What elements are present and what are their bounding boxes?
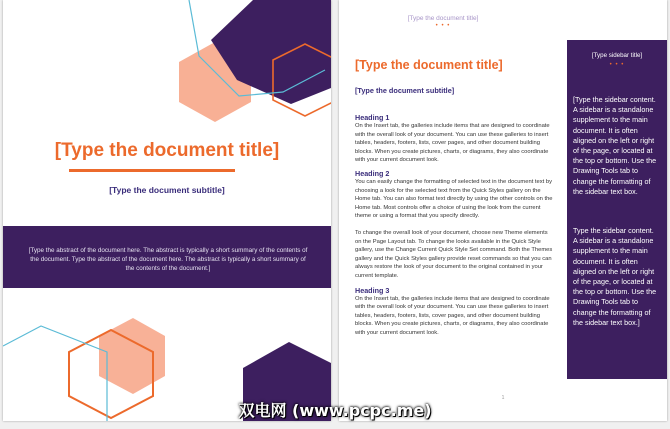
document-title[interactable]: [Type the document title] bbox=[355, 58, 503, 72]
page-number: 1 bbox=[501, 395, 505, 401]
header-dots: • • • bbox=[435, 23, 451, 29]
cover-subtitle[interactable]: [Type the document subtitle] bbox=[109, 185, 225, 195]
heading-1-body[interactable]: On the Insert tab, the galleries include items that are designed to coordinate with the overall look of your document. You can use these galleries to insert tables, headers, footers, lists, cover pages, and other document building blocks. When you create pictures, charts, or diagrams, they also coordinate with your current document look. bbox=[355, 123, 550, 164]
cover-hexagon-artwork bbox=[3, 0, 331, 421]
document-subtitle[interactable]: [Type the document subtitle] bbox=[355, 86, 455, 95]
sidebar-dots: • • • bbox=[609, 62, 625, 68]
sidebar-paragraph-1[interactable]: [Type the sidebar content. A sidebar is a standalone supplement to the main document. It is often aligned on the left or right of the page, or located at the top or bottom. Use the Drawing Tools tab to change the formatting of the sidebar text box. bbox=[573, 95, 657, 196]
cover-title-rule bbox=[69, 169, 235, 172]
cover-abstract[interactable]: [Type the abstract of the document here. The abstract is typically a short summary of the contents of the document. Type the abstract of the document here. The abstract is typically a short summary of the contents of the document.] bbox=[28, 247, 308, 272]
heading-2-body-2[interactable]: To change the overall look of your document, choose new Theme elements on the Page Layout tab. To change the looks available in the Quick Style gallery, use the Change Current Quick Style Set command. Both the Themes gallery and the Quick Styles gallery provide reset commands so that you can always restore the look of your document to the original contained in your current template. bbox=[355, 229, 553, 279]
heading-1[interactable]: Heading 1 bbox=[355, 113, 390, 122]
cover-page bbox=[3, 0, 331, 421]
heading-3[interactable]: Heading 3 bbox=[355, 285, 390, 295]
inner-page bbox=[339, 0, 667, 421]
page-header[interactable]: [Type the document title] bbox=[407, 15, 479, 22]
heading-2-body[interactable]: You can easily change the formatting of selected text in the document text by choosing a look for the selected text from the Quick Styles gallery on the Home tab. You can also format text directly by using the other controls on the Home tab. Most controls offer a choice of using the look from the current theme or using a format that you specify directly. bbox=[355, 178, 553, 220]
sidebar-paragraph-2[interactable]: Type the sidebar content. A sidebar is a standalone supplement to the main document. It is often aligned on the left or right of the page, or located at the top or bottom. Use the Drawing Tools tab to change the formatting of the sidebar text box.] bbox=[573, 226, 657, 327]
watermark: 双电网 (www.pcpc.me) bbox=[238, 401, 432, 420]
body-text-column bbox=[355, 113, 555, 341]
sidebar bbox=[567, 40, 667, 379]
peach-hexagon-bottom bbox=[99, 318, 165, 394]
heading-2[interactable]: Heading 2 bbox=[355, 168, 390, 178]
cover-title[interactable]: [Type the document title] bbox=[54, 140, 280, 161]
sidebar-title[interactable]: [Type sidebar title] bbox=[591, 52, 643, 59]
heading-3-body[interactable]: On the Insert tab, the galleries include items that are designed to coordinate with the overall look of your document. You can use these galleries to insert tables, headers, footers, lists, cover pages, and other document building blocks. When you create pictures, charts, or diagrams, they also coordinate with your current document look. bbox=[355, 295, 550, 336]
